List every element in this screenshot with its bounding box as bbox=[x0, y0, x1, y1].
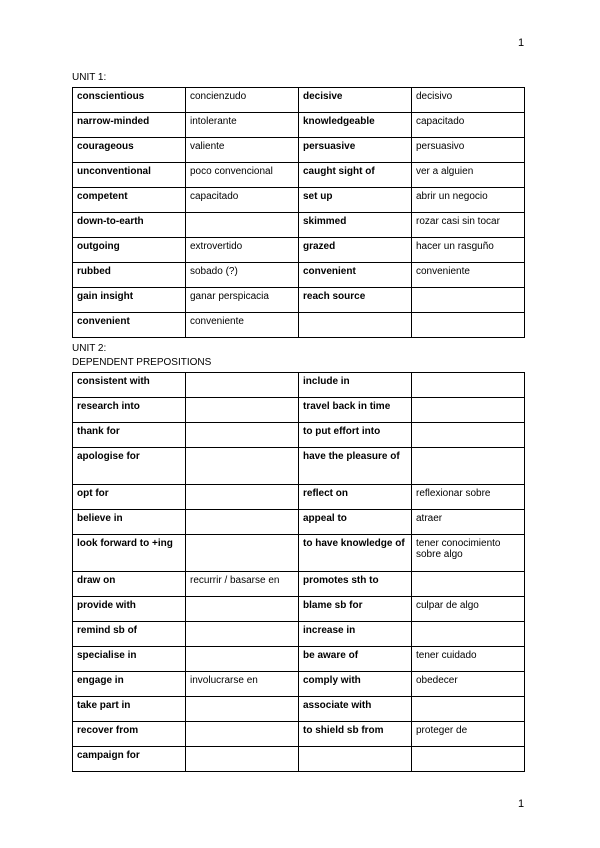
translation-cell: abrir un negocio bbox=[412, 188, 525, 213]
translation-cell: extrovertido bbox=[186, 238, 299, 263]
term-cell: to put effort into bbox=[299, 423, 412, 448]
term-cell: competent bbox=[73, 188, 186, 213]
term-cell: reach source bbox=[299, 288, 412, 313]
table-row bbox=[73, 622, 525, 647]
table-row bbox=[73, 398, 525, 423]
term-cell: include in bbox=[299, 373, 412, 398]
term-cell: draw on bbox=[73, 572, 186, 597]
unit2-prepositions-table bbox=[72, 372, 525, 772]
term-cell: unconventional bbox=[73, 163, 186, 188]
term-cell: thank for bbox=[73, 423, 186, 448]
translation-cell bbox=[186, 423, 299, 448]
term-cell: opt for bbox=[73, 485, 186, 510]
table-row bbox=[73, 263, 525, 288]
translation-cell: capacitado bbox=[186, 188, 299, 213]
translation-cell: capacitado bbox=[412, 113, 525, 138]
table-row bbox=[73, 423, 525, 448]
translation-cell: conveniente bbox=[412, 263, 525, 288]
term-cell: knowledgeable bbox=[299, 113, 412, 138]
term-cell: appeal to bbox=[299, 510, 412, 535]
translation-cell bbox=[412, 288, 525, 313]
translation-cell: conveniente bbox=[186, 313, 299, 338]
translation-cell: concienzudo bbox=[186, 88, 299, 113]
term-cell: have the pleasure of bbox=[299, 448, 412, 485]
translation-cell bbox=[186, 535, 299, 572]
term-cell: rubbed bbox=[73, 263, 186, 288]
translation-cell: obedecer bbox=[412, 672, 525, 697]
term-cell: outgoing bbox=[73, 238, 186, 263]
translation-cell: ver a alguien bbox=[412, 163, 525, 188]
term-cell: courageous bbox=[73, 138, 186, 163]
table-row bbox=[73, 313, 525, 338]
term-cell: travel back in time bbox=[299, 398, 412, 423]
translation-cell: involucrarse en bbox=[186, 672, 299, 697]
translation-cell: reflexionar sobre bbox=[412, 485, 525, 510]
translation-cell: atraer bbox=[412, 510, 525, 535]
table-row bbox=[73, 535, 525, 572]
table-row bbox=[73, 672, 525, 697]
term-cell: set up bbox=[299, 188, 412, 213]
table-row bbox=[73, 510, 525, 535]
translation-cell bbox=[186, 510, 299, 535]
term-cell: blame sb for bbox=[299, 597, 412, 622]
term-cell: research into bbox=[73, 398, 186, 423]
term-cell: gain insight bbox=[73, 288, 186, 313]
translation-cell: poco convencional bbox=[186, 163, 299, 188]
translation-cell bbox=[186, 485, 299, 510]
term-cell: associate with bbox=[299, 697, 412, 722]
table-row bbox=[73, 188, 525, 213]
translation-cell bbox=[412, 697, 525, 722]
term-cell: decisive bbox=[299, 88, 412, 113]
term-cell: convenient bbox=[73, 313, 186, 338]
translation-cell bbox=[412, 572, 525, 597]
term-cell: skimmed bbox=[299, 213, 412, 238]
unit1-title: UNIT 1: bbox=[72, 72, 107, 83]
term-cell: apologise for bbox=[73, 448, 186, 485]
term-cell: reflect on bbox=[299, 485, 412, 510]
translation-cell bbox=[412, 622, 525, 647]
term-cell: specialise in bbox=[73, 647, 186, 672]
term-cell: conscientious bbox=[73, 88, 186, 113]
unit2-title: UNIT 2: bbox=[72, 343, 107, 354]
table-row bbox=[73, 213, 525, 238]
term-cell: persuasive bbox=[299, 138, 412, 163]
table-row bbox=[73, 138, 525, 163]
term-cell: comply with bbox=[299, 672, 412, 697]
term-cell: grazed bbox=[299, 238, 412, 263]
term-cell: increase in bbox=[299, 622, 412, 647]
term-cell: down-to-earth bbox=[73, 213, 186, 238]
translation-cell: tener conocimiento sobre algo bbox=[412, 535, 525, 572]
term-cell: to shield sb from bbox=[299, 722, 412, 747]
unit1-vocabulary-table bbox=[72, 87, 525, 338]
translation-cell bbox=[186, 647, 299, 672]
translation-cell bbox=[186, 722, 299, 747]
table-row bbox=[73, 88, 525, 113]
translation-cell bbox=[186, 747, 299, 772]
translation-cell: recurrir / basarse en bbox=[186, 572, 299, 597]
term-cell: provide with bbox=[73, 597, 186, 622]
term-cell: believe in bbox=[73, 510, 186, 535]
translation-cell: proteger de bbox=[412, 722, 525, 747]
translation-cell bbox=[412, 747, 525, 772]
term-cell bbox=[299, 747, 412, 772]
translation-cell: rozar casi sin tocar bbox=[412, 213, 525, 238]
translation-cell: hacer un rasguño bbox=[412, 238, 525, 263]
table-row bbox=[73, 572, 525, 597]
term-cell: take part in bbox=[73, 697, 186, 722]
term-cell: be aware of bbox=[299, 647, 412, 672]
unit2-subtitle: DEPENDENT PREPOSITIONS bbox=[72, 357, 212, 368]
term-cell: narrow-minded bbox=[73, 113, 186, 138]
page-number-top: 1 bbox=[518, 37, 525, 49]
term-cell: engage in bbox=[73, 672, 186, 697]
table-row bbox=[73, 485, 525, 510]
table-row bbox=[73, 697, 525, 722]
table-row bbox=[73, 373, 525, 398]
translation-cell: valiente bbox=[186, 138, 299, 163]
translation-cell bbox=[412, 423, 525, 448]
translation-cell bbox=[186, 448, 299, 485]
term-cell: recover from bbox=[73, 722, 186, 747]
term-cell: look forward to +ing bbox=[73, 535, 186, 572]
translation-cell: ganar perspicacia bbox=[186, 288, 299, 313]
table-row bbox=[73, 747, 525, 772]
term-cell: campaign for bbox=[73, 747, 186, 772]
table-row bbox=[73, 448, 525, 485]
translation-cell: intolerante bbox=[186, 113, 299, 138]
table-row bbox=[73, 647, 525, 672]
term-cell: remind sb of bbox=[73, 622, 186, 647]
table-row bbox=[73, 722, 525, 747]
page-number-bottom: 1 bbox=[518, 798, 525, 810]
translation-cell bbox=[186, 697, 299, 722]
term-cell: convenient bbox=[299, 263, 412, 288]
translation-cell bbox=[412, 313, 525, 338]
translation-cell: sobado (?) bbox=[186, 263, 299, 288]
translation-cell: decisivo bbox=[412, 88, 525, 113]
term-cell: caught sight of bbox=[299, 163, 412, 188]
table-row bbox=[73, 238, 525, 263]
translation-cell bbox=[412, 398, 525, 423]
term-cell bbox=[299, 313, 412, 338]
translation-cell: tener cuidado bbox=[412, 647, 525, 672]
translation-cell bbox=[186, 622, 299, 647]
translation-cell bbox=[186, 373, 299, 398]
term-cell: to have knowledge of bbox=[299, 535, 412, 572]
table-row bbox=[73, 288, 525, 313]
translation-cell bbox=[186, 597, 299, 622]
table-row bbox=[73, 113, 525, 138]
translation-cell bbox=[186, 398, 299, 423]
table-row bbox=[73, 597, 525, 622]
translation-cell bbox=[412, 373, 525, 398]
translation-cell: culpar de algo bbox=[412, 597, 525, 622]
translation-cell bbox=[186, 213, 299, 238]
term-cell: promotes sth to bbox=[299, 572, 412, 597]
translation-cell bbox=[412, 448, 525, 485]
term-cell: consistent with bbox=[73, 373, 186, 398]
translation-cell: persuasivo bbox=[412, 138, 525, 163]
table-row bbox=[73, 163, 525, 188]
